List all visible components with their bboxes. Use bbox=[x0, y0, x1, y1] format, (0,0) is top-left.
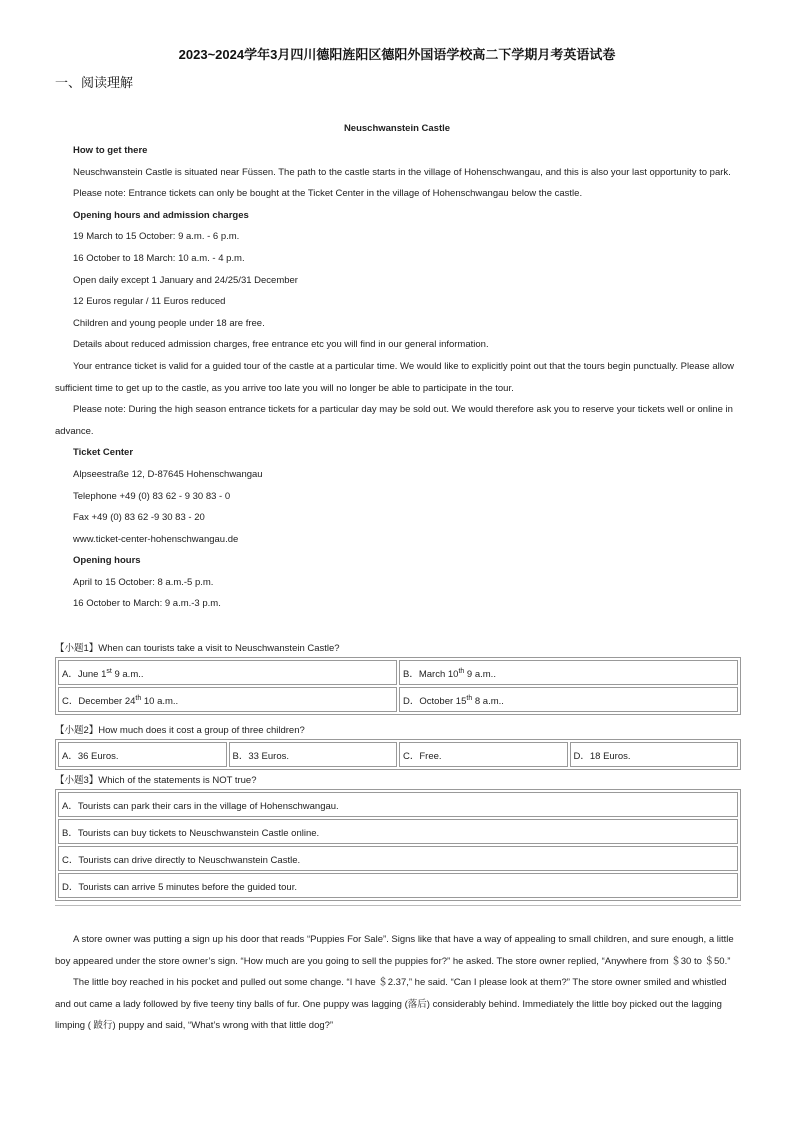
passage-two-paragraph: The little boy reached in his pocket and pulled out some change. “I have ＄2.37,” he said. “Can I please look at them?” The store owner smiled and whistled and out came a lady followed by five teeny tiny balls of fur. One puppy was lagging (落后) considerably behind. Immediately the little boy picked out the lagging limping ( 跛行) puppy and said, “What’s wrong with that little dog?” bbox=[55, 977, 727, 1032]
passage-two-body bbox=[55, 929, 738, 1037]
how-heading: How to get there bbox=[73, 145, 148, 156]
passage-title: Neuschwanstein Castle bbox=[343, 123, 451, 134]
question-2-stem: 【小题2】How much does it cost a group of three children? bbox=[55, 725, 305, 736]
ticket-center-line: www.ticket-center-hohenschwangau.de bbox=[73, 533, 239, 545]
question-1-stem: 【小题1】When can tourists take a visit to Neuschwanstein Castle? bbox=[55, 643, 340, 654]
hours-line: 16 October to 18 March: 10 a.m. - 4 p.m. bbox=[73, 252, 245, 264]
question-1-options bbox=[55, 657, 741, 715]
ticket-center-line: Alpseestraße 12, D-87645 Hohenschwangau bbox=[73, 468, 263, 480]
note-high-season: Please note: During the high season entrance tickets for a particular day may be sold out. We would therefore ask you to reserve your tickets well or online in advance. bbox=[55, 404, 733, 437]
ticket-center-heading: Ticket Center bbox=[73, 447, 134, 459]
option-d[interactable]: D．October 15th 8 a.m.. bbox=[399, 687, 738, 712]
center-hours-line: 16 October to March: 9 a.m.-3 p.m. bbox=[73, 598, 221, 610]
ticket-valid-text: Your entrance ticket is valid for a guided tour of the castle at a particular time. We would like to explicitly point out that the tours begin punctually. Please allow sufficient time to get up to the castle, as you arrive too late you will no longer be able to participate in the tour. bbox=[55, 360, 734, 394]
option-d[interactable]: D．Tourists can arrive 5 minutes before the guided tour. bbox=[58, 873, 738, 898]
option-d[interactable]: D．18 Euros. bbox=[570, 742, 739, 767]
note-tickets: Please note: Entrance tickets can only be bought at the Ticket Center in the village of Hohenschwangau below the castle. bbox=[73, 188, 583, 200]
ticket-center-line: Fax +49 (0) 83 62 -9 30 83 - 20 bbox=[73, 512, 205, 524]
hours-line: Children and young people under 18 are free. bbox=[73, 317, 265, 329]
center-hours-line: April to 15 October: 8 a.m.-5 p.m. bbox=[73, 576, 214, 588]
question-3-stem: 【小题3】Which of the statements is NOT true? bbox=[55, 775, 257, 786]
center-hours-heading: Opening hours bbox=[73, 555, 141, 567]
page-title: 2023~2024学年3月四川德阳旌阳区德阳外国语学校高二下学期月考英语试卷 bbox=[178, 47, 616, 62]
hours-line: Open daily except 1 January and 24/25/31 December bbox=[73, 274, 298, 286]
hours-line: 19 March to 15 October: 9 a.m. - 6 p.m. bbox=[73, 231, 240, 243]
section-heading: 一、阅读理解 bbox=[55, 75, 134, 90]
hours-line: Details about reduced admission charges, free entrance etc you will find in our general information. bbox=[73, 339, 489, 351]
question-2-options bbox=[55, 739, 741, 770]
hours-line: 12 Euros regular / 11 Euros reduced bbox=[73, 296, 226, 308]
how-text: Neuschwanstein Castle is situated near Füssen. The path to the castle starts in the village of Hohenschwangau, and this is also your last opportunity to park. bbox=[73, 166, 731, 178]
option-a[interactable]: A．Tourists can park their cars in the village of Hohenschwangau. bbox=[58, 792, 738, 817]
option-b[interactable]: B．33 Euros. bbox=[229, 742, 398, 767]
option-a[interactable]: A．June 1st 9 a.m.. bbox=[58, 660, 397, 685]
option-b[interactable]: B．March 10th 9 a.m.. bbox=[399, 660, 738, 685]
section-divider bbox=[55, 905, 741, 906]
option-b[interactable]: B．Tourists can buy tickets to Neuschwanstein Castle online. bbox=[58, 819, 738, 844]
hours-heading: Opening hours and admission charges bbox=[73, 209, 249, 221]
passage-one-body bbox=[55, 140, 738, 615]
option-c[interactable]: C．December 24th 10 a.m.. bbox=[58, 687, 397, 712]
option-c[interactable]: C．Tourists can drive directly to Neuschwanstein Castle. bbox=[58, 846, 738, 871]
option-a[interactable]: A．36 Euros. bbox=[58, 742, 227, 767]
ticket-center-line: Telephone +49 (0) 83 62 - 9 30 83 - 0 bbox=[73, 490, 231, 502]
option-c[interactable]: C．Free. bbox=[399, 742, 568, 767]
question-3-options bbox=[55, 789, 741, 901]
passage-two-paragraph: A store owner was putting a sign up his door that reads “Puppies For Sale”. Signs like that have a way of appealing to small children, and sure enough, a little boy appeared under the store owner’s sign. “How much are you going to sell the puppies for?” he asked. The store owner replied, “Anywhere from ＄30 to ＄50.” bbox=[55, 934, 734, 967]
